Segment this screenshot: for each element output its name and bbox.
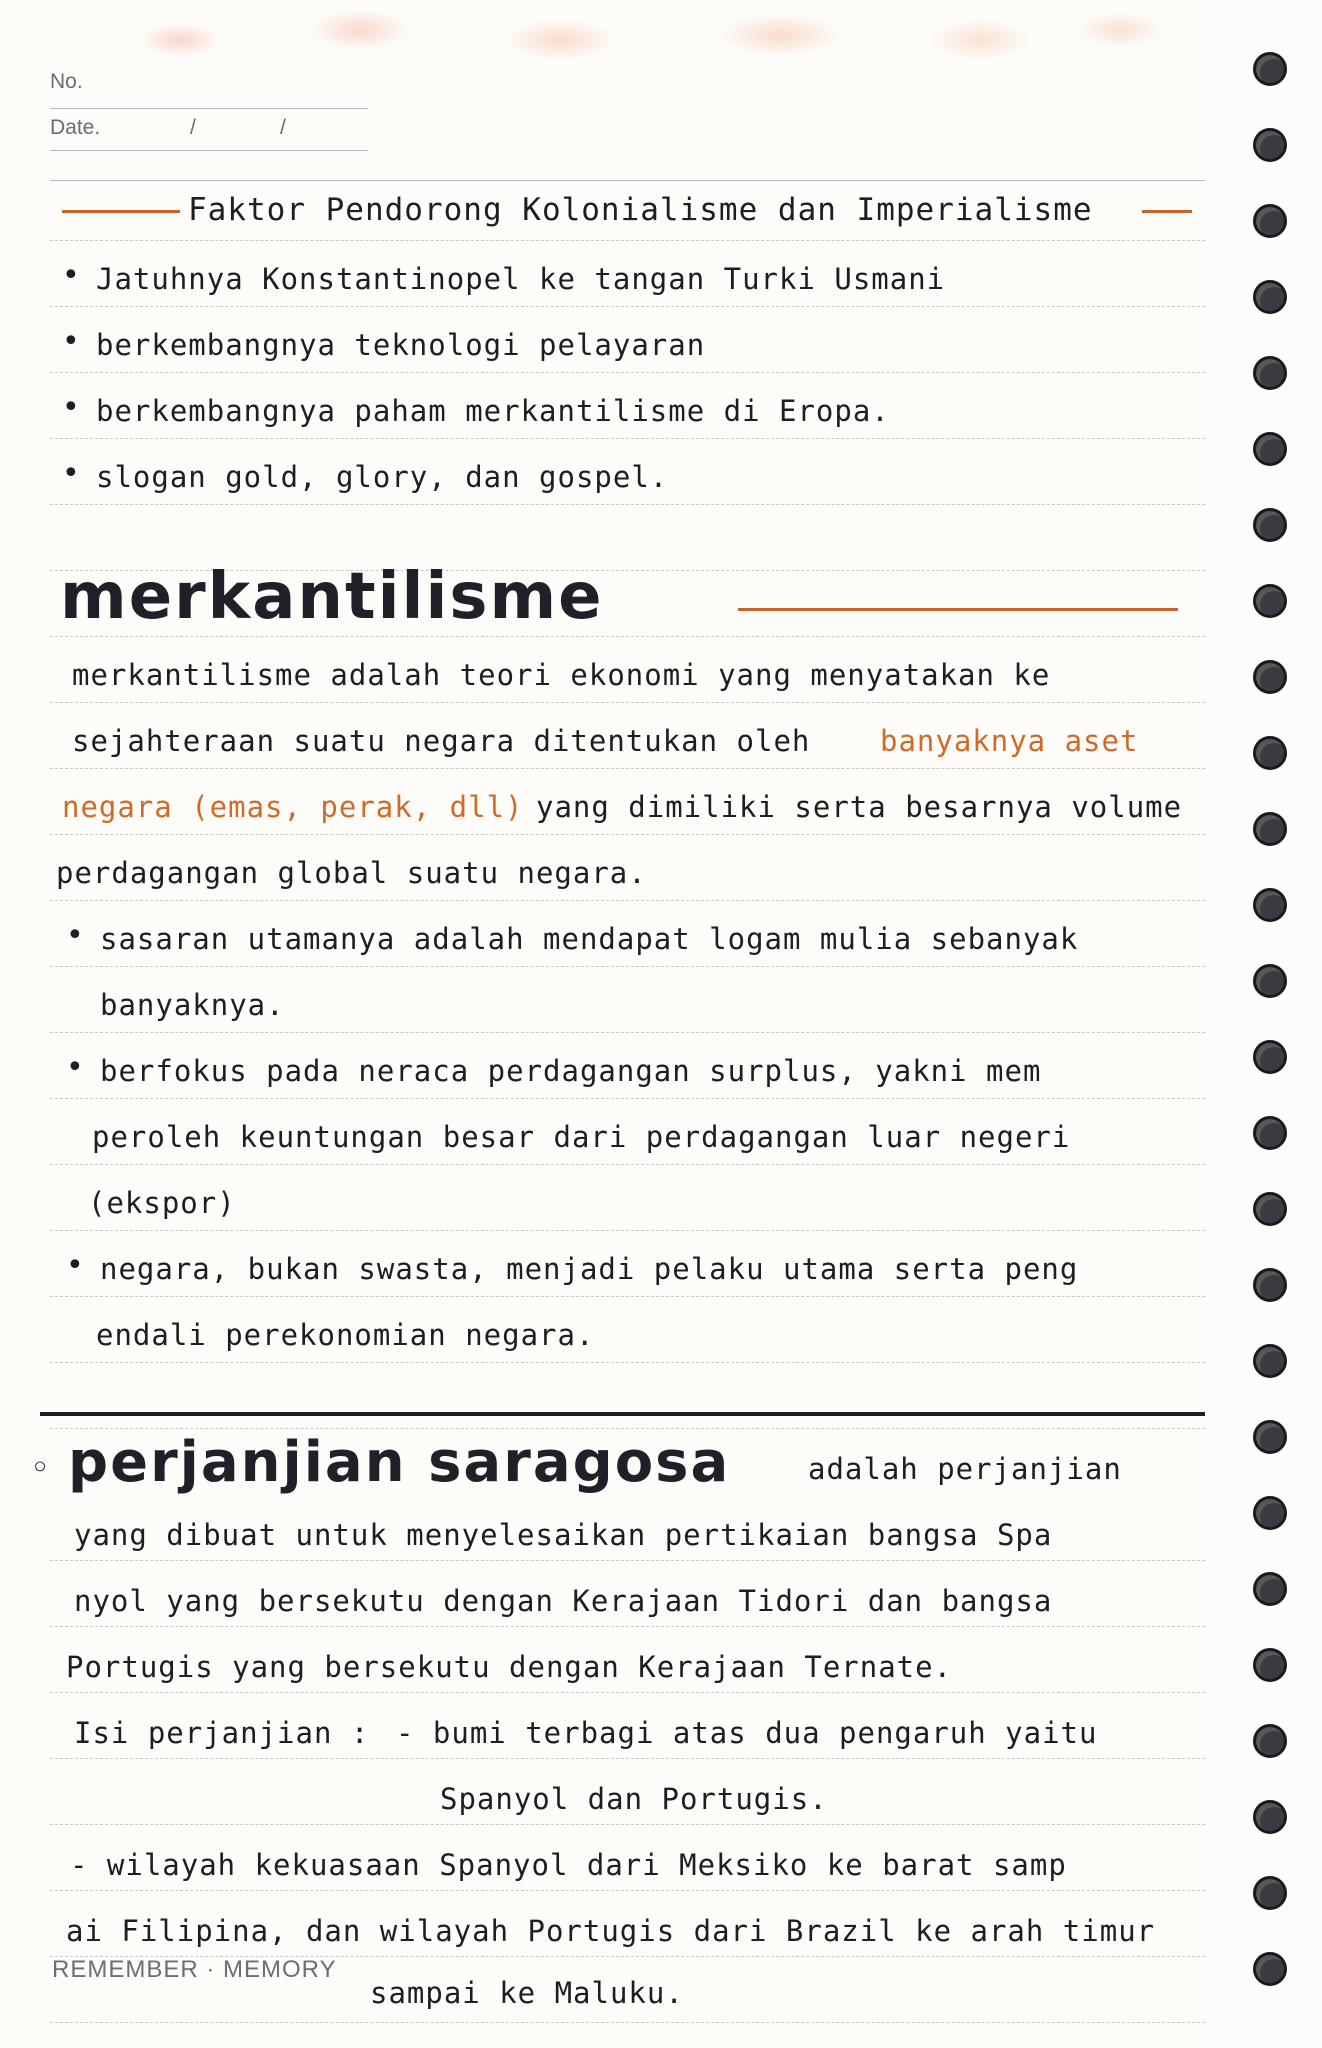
title-underline: [738, 608, 1178, 611]
bullet-dot: •: [62, 456, 80, 491]
ruled-line: [50, 834, 1205, 835]
ruled-line: [50, 1362, 1205, 1363]
binding-ring-icon: [1253, 128, 1287, 162]
ruled-line: [50, 1230, 1205, 1231]
section-title-merkantilisme: merkantilisme: [60, 560, 604, 634]
ruled-line: [50, 1296, 1205, 1297]
date-line: [50, 150, 368, 151]
bullet-text: (ekspor): [88, 1186, 236, 1220]
ruled-line: [50, 306, 1205, 307]
binding-ring-icon: [1253, 888, 1287, 922]
ruled-line: [50, 900, 1205, 901]
paragraph-line: perdagangan global suatu negara.: [56, 856, 647, 890]
date-separator: /: [280, 116, 286, 139]
binding-ring-icon: [1253, 508, 1287, 542]
bullet-text: berkembangnya teknologi pelayaran: [96, 328, 706, 362]
ruled-line: [50, 1428, 1205, 1429]
bullet-text: slogan gold, glory, dan gospel.: [96, 460, 669, 494]
binding-ring-icon: [1253, 356, 1287, 390]
binding-ring-icon: [1253, 1344, 1287, 1378]
paragraph-line: Portugis yang bersekutu dengan Kerajaan Ternate.: [66, 1650, 953, 1684]
ruled-line: [50, 504, 1205, 505]
no-line: [50, 108, 368, 109]
binding-ring-icon: [1253, 1572, 1287, 1606]
paragraph-line: Isi perjanjian :: [74, 1716, 370, 1750]
binding-ring-icon: [1253, 1040, 1287, 1074]
no-label: No.: [50, 70, 83, 93]
spiral-binding: [1205, 0, 1322, 2048]
bullet-text: banyaknya.: [100, 988, 285, 1022]
binding-ring-icon: [1253, 1648, 1287, 1682]
ruled-line: [50, 372, 1205, 373]
bullet-text: berfokus pada neraca perdagangan surplus, yakni mem: [100, 1054, 1042, 1088]
paragraph-line: - bumi terbagi atas dua pengaruh yaitu: [396, 1716, 1098, 1750]
binding-ring-icon: [1253, 1116, 1287, 1150]
notebook-brand: REMEMBER · MEMORY: [52, 1956, 337, 1983]
binding-ring-icon: [1253, 1192, 1287, 1226]
ruled-line: [50, 1098, 1205, 1099]
binding-ring-icon: [1253, 812, 1287, 846]
binding-ring-icon: [1253, 1268, 1287, 1302]
bullet-dot: •: [62, 324, 80, 359]
ruled-line: [50, 1692, 1205, 1693]
binding-ring-icon: [1253, 280, 1287, 314]
bullet-dot: •: [66, 1248, 84, 1283]
ruled-line: [50, 966, 1205, 967]
binding-ring-icon: [1253, 584, 1287, 618]
section-title-saragosa: perjanjian saragosa: [68, 1430, 731, 1495]
ruled-line: [50, 1626, 1205, 1627]
ruled-line: [50, 1032, 1205, 1033]
paragraph-line: yang dibuat untuk menyelesaikan pertikaian bangsa Spa: [74, 1518, 1053, 1552]
paragraph-line: nyol yang bersekutu dengan Kerajaan Tidori dan bangsa: [74, 1584, 1053, 1618]
header-divider: [50, 180, 1205, 181]
ruled-line: [50, 438, 1205, 439]
binding-ring-icon: [1253, 964, 1287, 998]
section-title-faktor: Faktor Pendorong Kolonialisme dan Imperialisme: [188, 192, 1093, 228]
bullet-text: sasaran utamanya adalah mendapat logam mulia sebanyak: [100, 922, 1079, 956]
paragraph-line: ai Filipina, dan wilayah Portugis dari Brazil ke arah timur: [66, 1914, 1156, 1948]
section-divider: [40, 1412, 1205, 1416]
binding-ring-icon: [1253, 1496, 1287, 1530]
title-underline-left: [62, 210, 180, 213]
bullet-dot: •: [62, 390, 80, 425]
paragraph-line: sejahteraan suatu negara ditentukan oleh: [72, 724, 811, 758]
ruled-line: [50, 1824, 1205, 1825]
binding-ring-icon: [1253, 1876, 1287, 1910]
ruled-line: [50, 1164, 1205, 1165]
paragraph-line: adalah perjanjian: [808, 1452, 1122, 1486]
ruled-line: [50, 768, 1205, 769]
ruled-line: [50, 1560, 1205, 1561]
binding-ring-icon: [1253, 1724, 1287, 1758]
binding-ring-icon: [1253, 52, 1287, 86]
ruled-line: [50, 240, 1205, 241]
ruled-line: [50, 1890, 1205, 1891]
bullet-text: endali perekonomian negara.: [96, 1318, 595, 1352]
paragraph-line: merkantilisme adalah teori ekonomi yang menyatakan ke: [72, 658, 1051, 692]
bullet-dot: •: [66, 918, 84, 953]
highlight-text: negara (emas, perak, dll): [62, 790, 524, 824]
date-separator: /: [190, 116, 196, 139]
binding-ring-icon: [1253, 1952, 1287, 1986]
title-underline-right: [1142, 210, 1192, 213]
binding-ring-icon: [1253, 204, 1287, 238]
bullet-text: Jatuhnya Konstantinopel ke tangan Turki Usmani: [96, 262, 946, 296]
ruled-line: [50, 2022, 1205, 2023]
circle-bullet-icon: ◦: [30, 1448, 51, 1488]
paragraph-line: sampai ke Maluku.: [370, 1976, 684, 2010]
bullet-text: peroleh keuntungan besar dari perdagangan luar negeri: [92, 1120, 1071, 1154]
bullet-text: negara, bukan swasta, menjadi pelaku utama serta peng: [100, 1252, 1079, 1286]
binding-ring-icon: [1253, 1800, 1287, 1834]
bullet-text: berkembangnya paham merkantilisme di Eropa.: [96, 394, 890, 428]
ruled-line: [50, 636, 1205, 637]
binding-ring-icon: [1253, 736, 1287, 770]
ruled-line: [50, 1758, 1205, 1759]
binding-ring-icon: [1253, 432, 1287, 466]
paragraph-line: Spanyol dan Portugis.: [440, 1782, 828, 1816]
ruled-line: [50, 702, 1205, 703]
bullet-dot: •: [62, 258, 80, 293]
paragraph-line: yang dimiliki serta besarnya volume: [536, 790, 1183, 824]
binding-ring-icon: [1253, 660, 1287, 694]
bullet-dot: •: [66, 1050, 84, 1085]
binding-ring-icon: [1253, 1420, 1287, 1454]
paragraph-line: - wilayah kekuasaan Spanyol dari Meksiko ke barat samp: [70, 1848, 1067, 1882]
date-label: Date.: [50, 116, 101, 139]
highlight-text: banyaknya aset: [880, 724, 1139, 758]
